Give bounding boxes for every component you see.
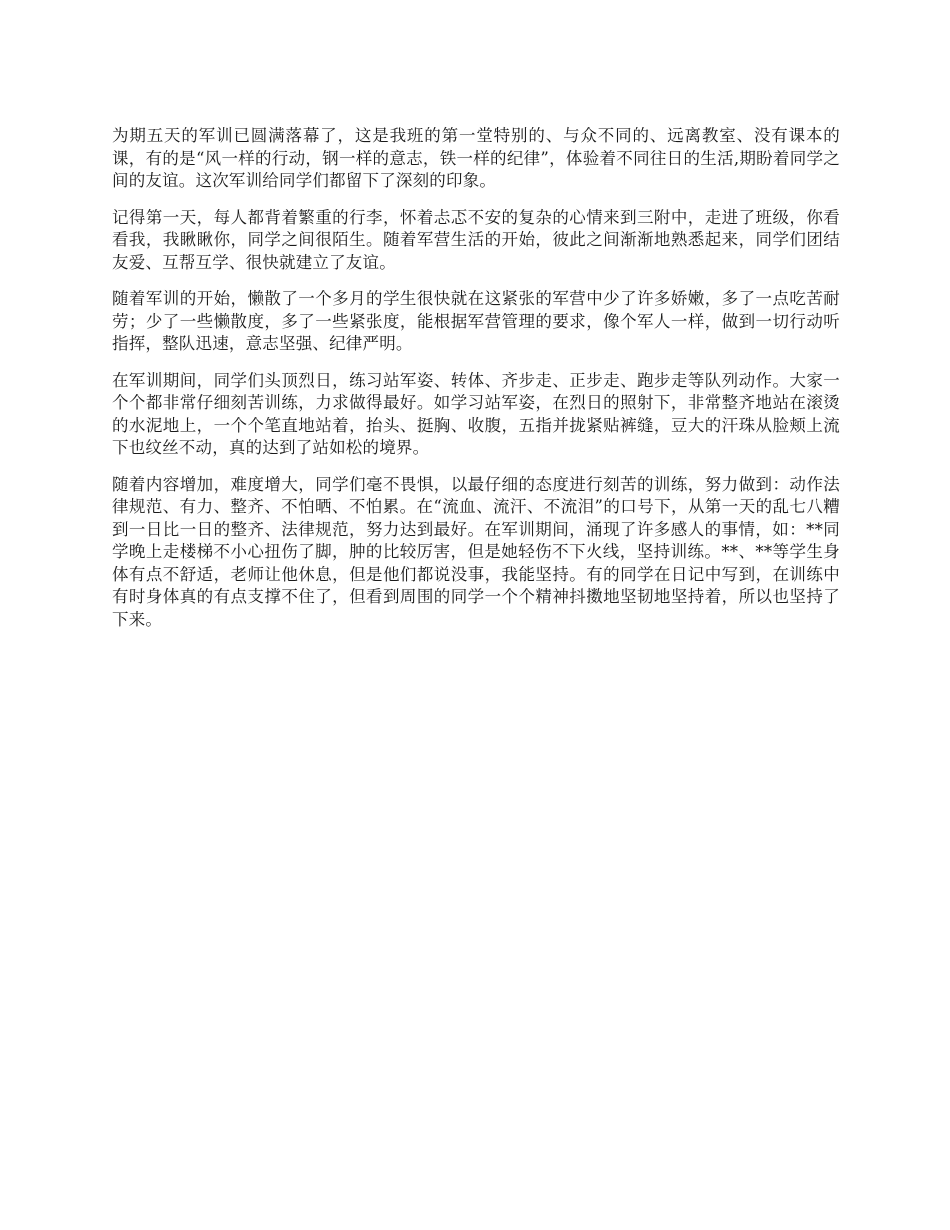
paragraph-5: 随着内容增加，难度增大，同学们毫不畏惧，以最仔细的态度进行刻苦的训练，努力做到：动作法律规范、有力、整齐、不怕晒、不怕累。在“流血、流汗、不流泪”的口号下，从第一天的乱七八糟到一日比一日的整齐、法律规范，努力达到最好。在军训期间，涌现了许多感人的事情，如：**同学晚上走楼梯不小心扭伤了脚，肿的比较厉害，但是她轻伤不下火线，坚持训练。**、**等学生身体有点不舒适，老师让他休息，但是他们都说没事，我能坚持。有的同学在日记中写到，在训练中有时身体真的有点支撑不住了，但看到周围的同学一个个精神抖擞地坚韧地坚持着，所以也坚持了下来。 [112, 474, 840, 629]
paragraph-1: 为期五天的军训已圆满落幕了，这是我班的第一堂特别的、与众不同的、远离教室、没有课本的课，有的是“风一样的行动，钢一样的意志，铁一样的纪律”，体验着不同往日的生活,期盼着同学之间的友谊。这次军训给同学们都留下了深刻的印象。 [112, 126, 840, 190]
paragraph-4: 在军训期间，同学们头顶烈日，练习站军姿、转体、齐步走、正步走、跑步走等队列动作。大家一个个都非常仔细刻苦训练，力求做得最好。如学习站军姿，在烈日的照射下，非常整齐地站在滚烫的水泥地上，一个个笔直地站着，抬头、挺胸、收腹，五指并拢紧贴裤缝，豆大的汗珠从脸颊上流下也纹丝不动，真的达到了站如松的境界。 [112, 370, 840, 457]
document-body [112, 125, 840, 645]
paragraph-3: 随着军训的开始，懒散了一个多月的学生很快就在这紧张的军营中少了许多娇嫩，多了一点吃苦耐劳；少了一些懒散度，多了一些紧张度，能根据军营管理的要求，像个军人一样，做到一切行动听指挥，整队迅速，意志坚强、纪律严明。 [112, 289, 840, 353]
paragraph-2: 记得第一天，每人都背着繁重的行李，怀着忐忑不安的复杂的心情来到三附中，走进了班级，你看看我，我瞅瞅你，同学之间很陌生。随着军营生活的开始，彼此之间渐渐地熟悉起来，同学们团结友爱、互帮互学、很快就建立了友谊。 [112, 207, 840, 272]
